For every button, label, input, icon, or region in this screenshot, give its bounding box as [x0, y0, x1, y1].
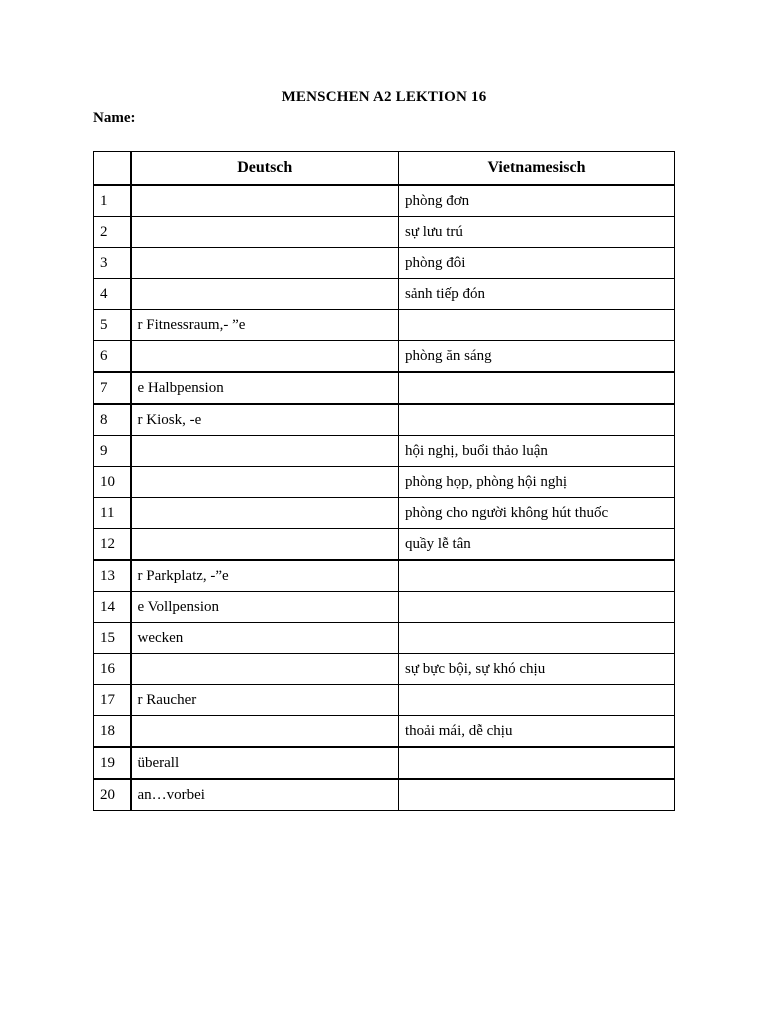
row-number: 15 — [94, 623, 131, 654]
table-row — [94, 404, 675, 436]
german-cell: r Kiosk, -e — [131, 404, 399, 436]
row-number: 9 — [94, 436, 131, 467]
german-cell — [131, 467, 399, 498]
header-number — [94, 152, 131, 186]
table-row — [94, 560, 675, 592]
german-cell — [131, 498, 399, 529]
row-number: 12 — [94, 529, 131, 561]
german-cell: überall — [131, 747, 399, 779]
table-row — [94, 248, 675, 279]
page-title: MENSCHEN A2 LEKTION 16 — [281, 89, 487, 105]
vietnamese-cell — [399, 560, 675, 592]
row-number: 16 — [94, 654, 131, 685]
row-number: 5 — [94, 310, 131, 341]
row-number: 18 — [94, 716, 131, 748]
vietnamese-cell: sự bực bội, sự khó chịu — [399, 654, 675, 685]
row-number: 2 — [94, 217, 131, 248]
vietnamese-cell: phòng họp, phòng hội nghị — [399, 467, 675, 498]
german-cell — [131, 248, 399, 279]
table-row — [94, 747, 675, 779]
header-vietnamese: Vietnamesisch — [399, 152, 675, 186]
vietnamese-cell — [399, 779, 675, 811]
row-number: 11 — [94, 498, 131, 529]
german-cell: r Fitnessraum,- ”e — [131, 310, 399, 341]
german-cell: e Vollpension — [131, 592, 399, 623]
vietnamese-cell: sự lưu trú — [399, 217, 675, 248]
row-number: 8 — [94, 404, 131, 436]
vietnamese-cell: phòng đôi — [399, 248, 675, 279]
german-cell — [131, 654, 399, 685]
german-cell — [131, 217, 399, 248]
table-row — [94, 185, 675, 217]
vietnamese-cell: hội nghị, buổi thảo luận — [399, 436, 675, 467]
vietnamese-cell: quầy lễ tân — [399, 529, 675, 561]
row-number: 14 — [94, 592, 131, 623]
row-number: 7 — [94, 372, 131, 404]
vietnamese-cell — [399, 685, 675, 716]
table-row — [94, 498, 675, 529]
table-row — [94, 592, 675, 623]
header-german: Deutsch — [131, 152, 399, 186]
table-row — [94, 279, 675, 310]
german-cell — [131, 185, 399, 217]
german-cell — [131, 436, 399, 467]
row-number: 13 — [94, 560, 131, 592]
vietnamese-cell: phòng ăn sáng — [399, 341, 675, 373]
row-number: 3 — [94, 248, 131, 279]
vietnamese-cell: phòng đơn — [399, 185, 675, 217]
vietnamese-cell: phòng cho người không hút thuốc — [399, 498, 675, 529]
row-number: 6 — [94, 341, 131, 373]
table-row — [94, 436, 675, 467]
vietnamese-cell — [399, 310, 675, 341]
row-number: 20 — [94, 779, 131, 811]
table-row — [94, 341, 675, 373]
german-cell: r Raucher — [131, 685, 399, 716]
vietnamese-cell: sảnh tiếp đón — [399, 279, 675, 310]
table-row — [94, 623, 675, 654]
table-row — [94, 716, 675, 748]
table-row — [94, 310, 675, 341]
german-cell: r Parkplatz, -”e — [131, 560, 399, 592]
table-row — [94, 779, 675, 811]
table-row — [94, 372, 675, 404]
row-number: 19 — [94, 747, 131, 779]
vietnamese-cell — [399, 623, 675, 654]
row-number: 17 — [94, 685, 131, 716]
german-cell — [131, 341, 399, 373]
vietnamese-cell — [399, 372, 675, 404]
vocabulary-table — [93, 151, 675, 811]
german-cell: e Halbpension — [131, 372, 399, 404]
german-cell — [131, 716, 399, 748]
table-header-row — [94, 152, 675, 186]
german-cell: an…vorbei — [131, 779, 399, 811]
row-number: 10 — [94, 467, 131, 498]
vietnamese-cell — [399, 747, 675, 779]
german-cell — [131, 529, 399, 561]
row-number: 1 — [94, 185, 131, 217]
name-label: Name: — [93, 110, 136, 126]
vietnamese-cell — [399, 592, 675, 623]
vietnamese-cell — [399, 404, 675, 436]
table-row — [94, 217, 675, 248]
table-row — [94, 467, 675, 498]
table-row — [94, 685, 675, 716]
table-row — [94, 529, 675, 561]
table-row — [94, 654, 675, 685]
german-cell: wecken — [131, 623, 399, 654]
row-number: 4 — [94, 279, 131, 310]
german-cell — [131, 279, 399, 310]
vietnamese-cell: thoải mái, dễ chịu — [399, 716, 675, 748]
